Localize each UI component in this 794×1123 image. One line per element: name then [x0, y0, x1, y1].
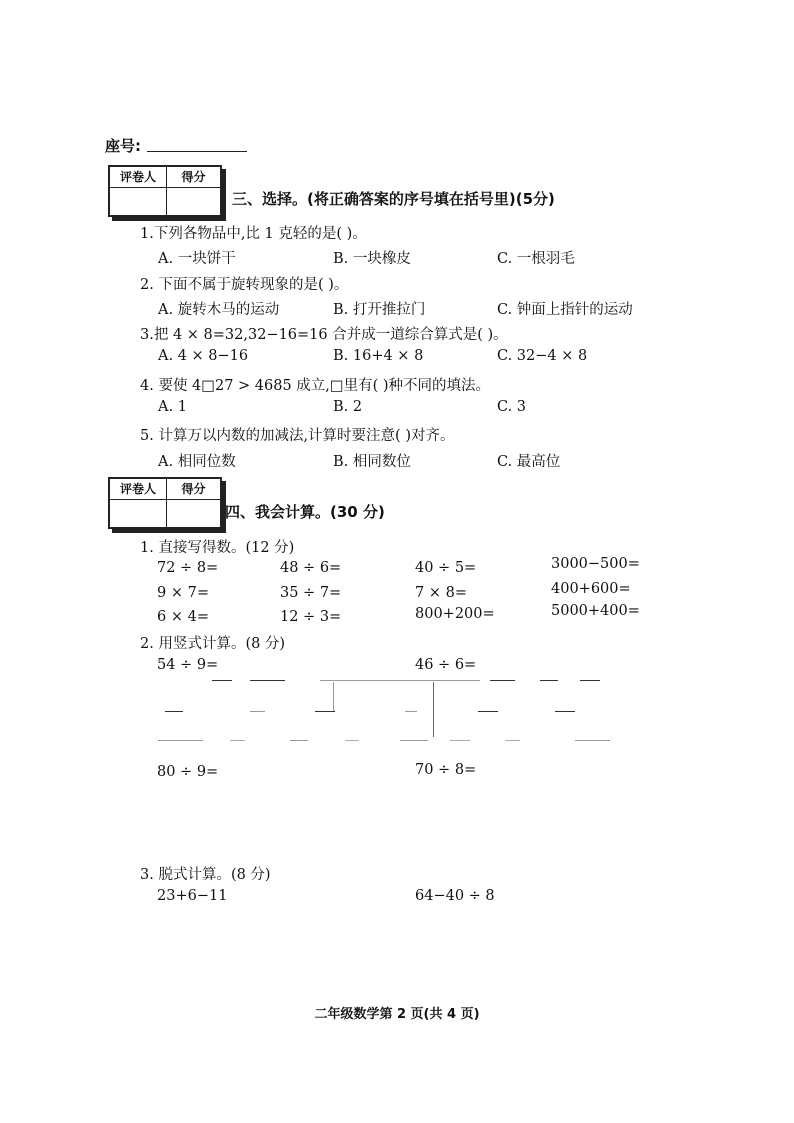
- oral-calc-item: 9 × 7=: [157, 585, 209, 601]
- oral-calc-item: 6 × 4=: [157, 609, 209, 625]
- vertical-calc-item: 54 ÷ 9=: [157, 657, 219, 673]
- question-3-stem: 3.把 4 × 8=32,32−16=16 合并成一道综合算式是( )。: [140, 327, 508, 343]
- stepwise-calc-item: 23+6−11: [157, 888, 228, 904]
- vertical-calc-item: 80 ÷ 9=: [157, 764, 219, 780]
- part1-title: 1. 直接写得数。(12 分): [140, 540, 295, 556]
- oral-calc-item: 5000+400=: [551, 603, 640, 619]
- question-2-stem: 2. 下面不属于旋转现象的是( )。: [140, 277, 349, 293]
- scan-artifact: [230, 740, 245, 741]
- scan-artifact: [478, 711, 498, 712]
- question-5-stem: 5. 计算万以内数的加减法,计算时要注意( )对齐。: [140, 428, 455, 444]
- oral-calc-item: 72 ÷ 8=: [157, 560, 219, 576]
- score-header: 得分: [167, 167, 220, 188]
- part2-title: 2. 用竖式计算。(8 分): [140, 636, 286, 652]
- vertical-calc-item: 70 ÷ 8=: [415, 762, 477, 778]
- scan-artifact: [450, 740, 470, 741]
- section4-title: 四、我会计算。(30 分): [225, 503, 385, 521]
- scan-artifact: [505, 740, 520, 741]
- question-2-option-c: C. 钟面上指针的运动: [497, 302, 633, 318]
- oral-calc-item: 800+200=: [415, 606, 495, 622]
- scan-artifact: [345, 740, 359, 741]
- score-box-divider: [166, 499, 167, 527]
- score-box-divider: [166, 187, 167, 215]
- question-4-option-a: A. 1: [158, 399, 187, 415]
- scan-artifact: [165, 711, 183, 712]
- question-5-option-c: C. 最高位: [497, 454, 561, 470]
- scan-artifact: [158, 740, 203, 741]
- oral-calc-item: 12 ÷ 3=: [280, 609, 342, 625]
- seat-number-blank[interactable]: [147, 151, 247, 152]
- question-5-option-b: B. 相同数位: [333, 454, 411, 470]
- oral-calc-item: 35 ÷ 7=: [280, 585, 342, 601]
- scan-artifact: [212, 680, 232, 681]
- question-4-option-b: B. 2: [333, 399, 363, 415]
- scan-artifact: [580, 680, 600, 681]
- question-1-option-a: A. 一块饼干: [158, 251, 236, 267]
- oral-calc-item: 3000−500=: [551, 556, 640, 572]
- question-5-option-a: A. 相同位数: [158, 454, 236, 470]
- scan-artifact: [290, 740, 308, 741]
- vertical-calc-item: 46 ÷ 6=: [415, 657, 477, 673]
- section3-title: 三、选择。(将正确答案的序号填在括号里)(5分): [232, 190, 555, 208]
- score-box-section3: [108, 165, 222, 217]
- grader-header: 评卷人: [110, 479, 167, 500]
- question-2-option-a: A. 旋转木马的运动: [158, 302, 280, 318]
- oral-calc-item: 48 ÷ 6=: [280, 560, 342, 576]
- score-header: 得分: [167, 479, 220, 500]
- scan-artifact: [320, 680, 480, 681]
- question-3-option-a: A. 4 × 8−16: [158, 348, 249, 364]
- stepwise-calc-item: 64−40 ÷ 8: [415, 888, 495, 904]
- scan-artifact: [400, 740, 428, 741]
- scan-artifact: [575, 740, 610, 741]
- scan-artifact: [540, 680, 558, 681]
- question-1-stem: 1.下列各物品中,比 1 克轻的是( )。: [140, 226, 367, 242]
- scan-artifact: [555, 711, 575, 712]
- question-3-option-c: C. 32−4 × 8: [497, 348, 588, 364]
- part3-title: 3. 脱式计算。(8 分): [140, 867, 271, 883]
- score-box-section4: [108, 477, 222, 529]
- scan-artifact: [433, 682, 434, 737]
- oral-calc-item: 7 × 8=: [415, 585, 467, 601]
- oral-calc-item: 400+600=: [551, 581, 631, 597]
- question-4-stem: 4. 要使 4□27 > 4685 成立,□里有( )种不同的填法。: [140, 378, 491, 394]
- question-3-option-b: B. 16+4 × 8: [333, 348, 424, 364]
- scan-artifact: [250, 711, 265, 712]
- oral-calc-item: 40 ÷ 5=: [415, 560, 477, 576]
- grader-header: 评卷人: [110, 167, 167, 188]
- question-1-option-c: C. 一根羽毛: [497, 251, 575, 267]
- seat-number-label: 座号:: [105, 137, 141, 155]
- question-1-option-b: B. 一块橡皮: [333, 251, 411, 267]
- scan-artifact: [405, 711, 417, 712]
- page-footer: 二年级数学第 2 页(共 4 页): [314, 1007, 480, 1022]
- question-2-option-b: B. 打开推拉门: [333, 302, 426, 318]
- scan-artifact: [250, 680, 285, 681]
- scan-artifact: [490, 680, 515, 681]
- scan-artifact: [315, 711, 335, 712]
- question-4-option-c: C. 3: [497, 399, 527, 415]
- scan-artifact: [333, 682, 334, 712]
